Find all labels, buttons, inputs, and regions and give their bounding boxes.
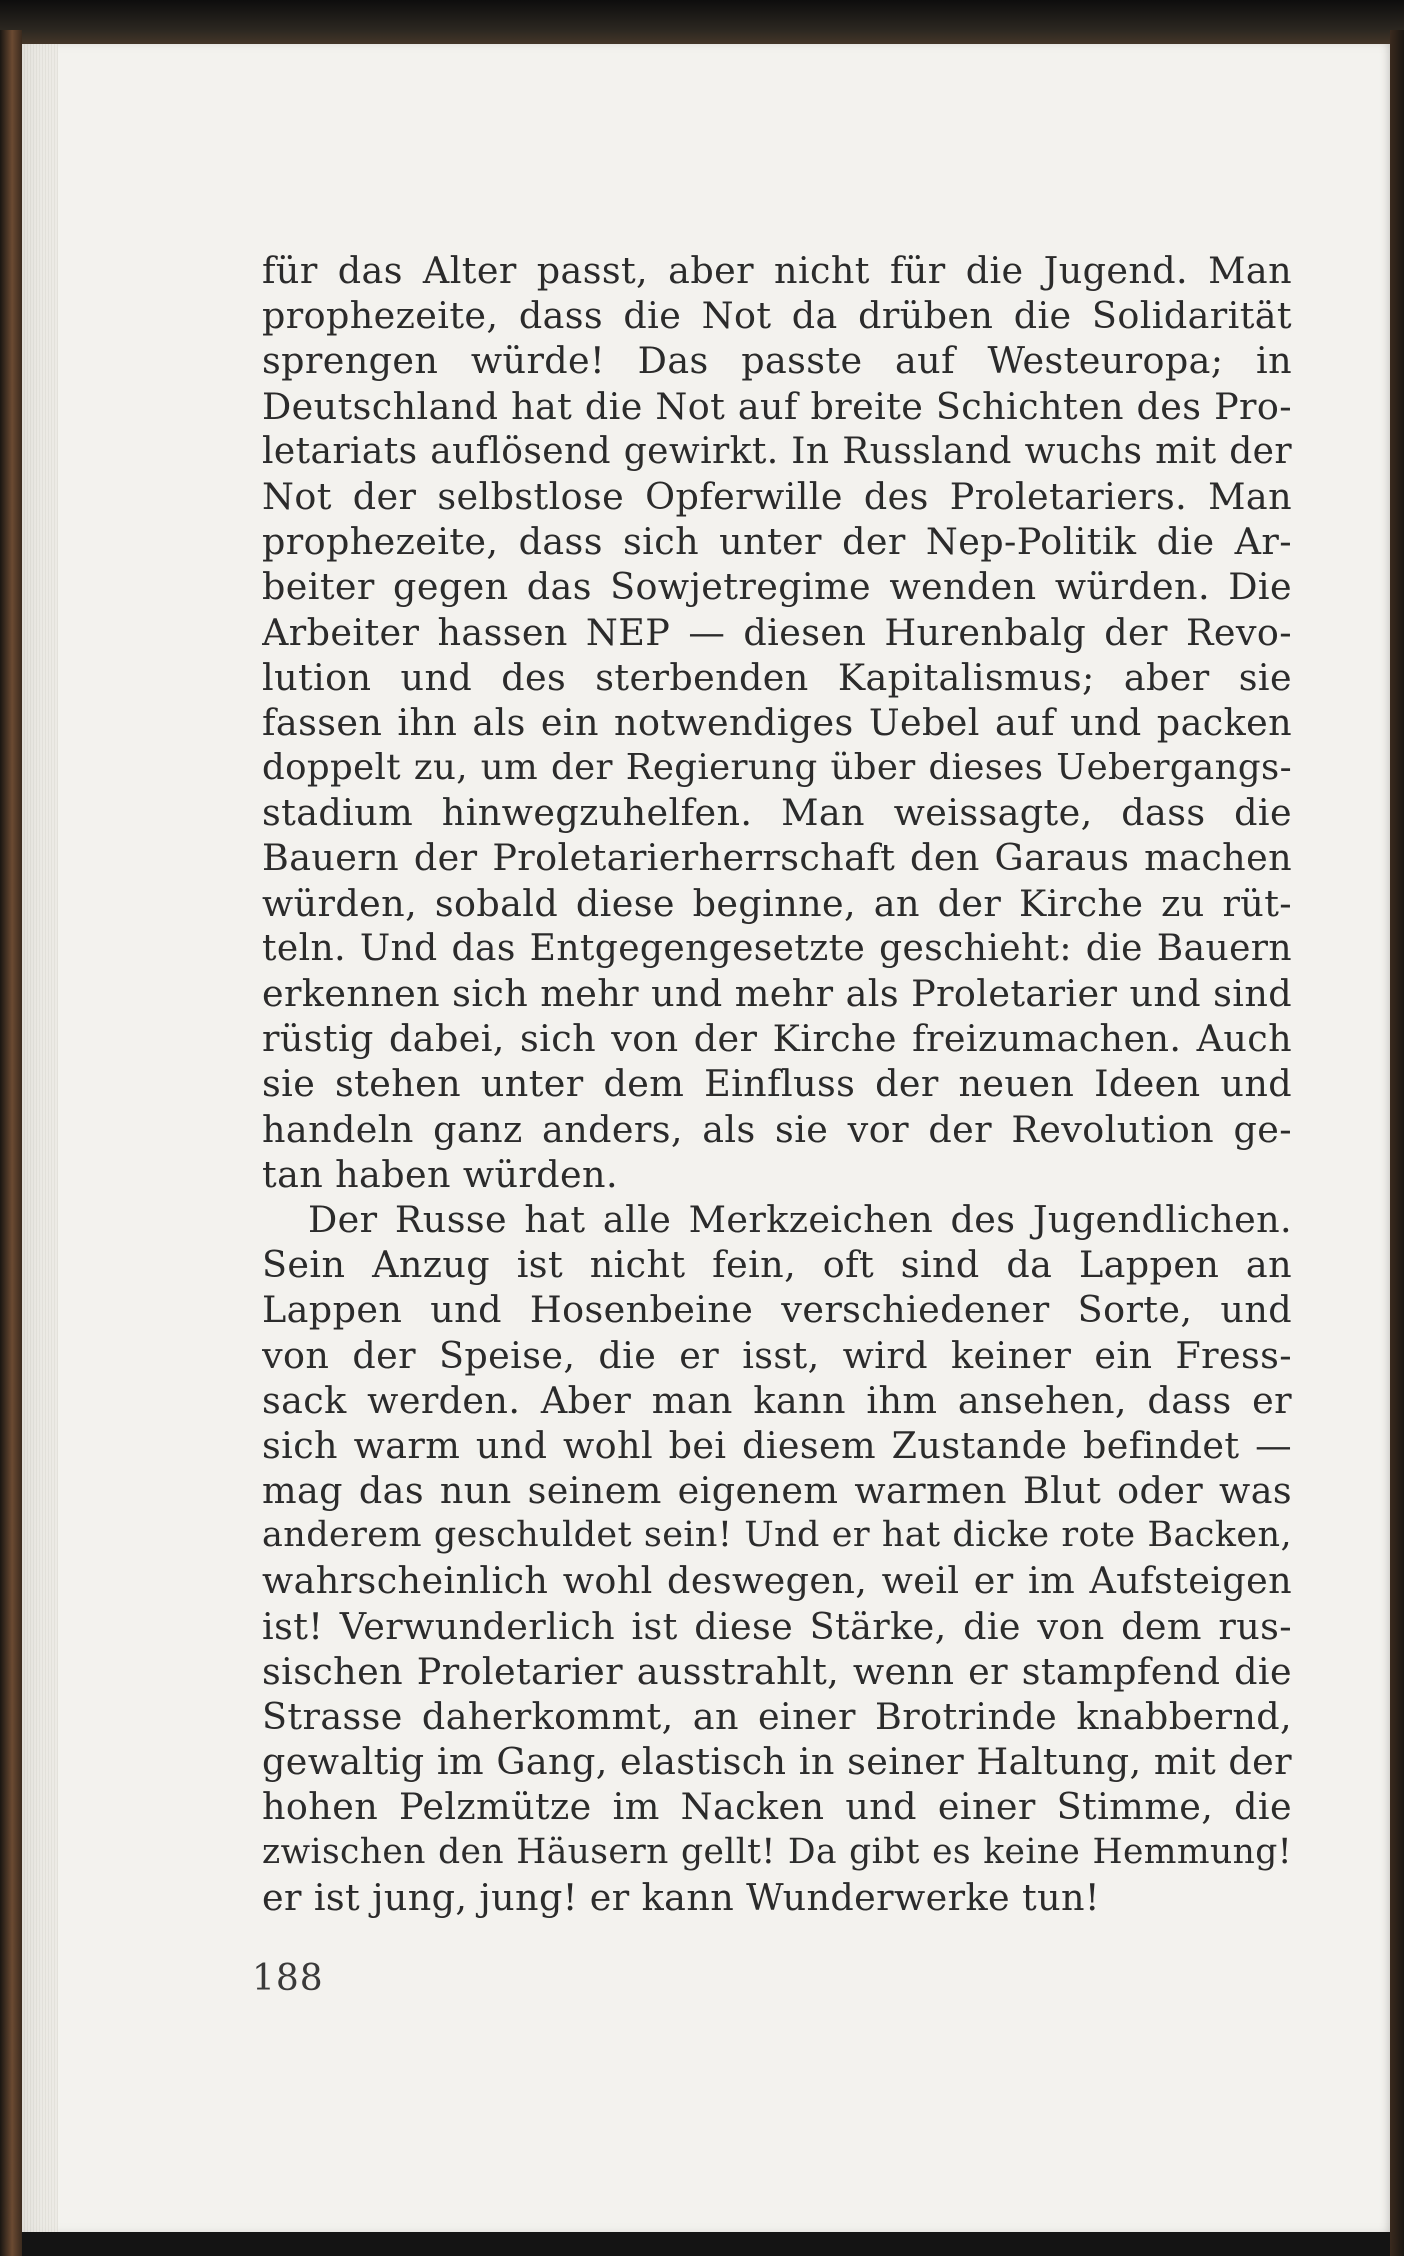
text-line: stadium hinwegzuhelfen. Man weissagte, dass die xyxy=(262,791,1292,835)
text-line: gewaltig im Gang, elastisch in seiner Haltung, mit der xyxy=(262,1740,1292,1784)
page-number: 188 xyxy=(252,1958,324,1999)
text-line: sack werden. Aber man kann ihm ansehen, dass er xyxy=(262,1378,1292,1422)
book-cover-left xyxy=(0,30,22,2256)
book-top-edge xyxy=(0,0,1404,48)
text-line: fassen ihn als ein notwendiges Uebel auf und packen xyxy=(262,700,1292,744)
text-line: Sein Anzug ist nicht fein, oft sind da Lappen an xyxy=(262,1243,1292,1287)
text-line: zwischen den Häusern gellt! Da gibt es keine Hemmung! xyxy=(262,1831,1292,1872)
text-line: lution und des sterbenden Kapitalismus; aber sie xyxy=(262,655,1292,699)
text-line: sprengen würde! Das passte auf Westeuropa; in xyxy=(262,339,1292,383)
text-line: prophezeite, dass die Not da drüben die Solidarität xyxy=(262,294,1292,338)
text-line: von der Speise, die er isst, wird keiner ein Fress- xyxy=(262,1333,1292,1377)
text-line: Not der selbstlose Opferwille des Proletariers. Man xyxy=(262,474,1292,518)
paragraph-end-line: tan haben würden. xyxy=(262,1152,618,1196)
text-line: wahrscheinlich wohl deswegen, weil er im Aufsteigen xyxy=(262,1559,1292,1603)
text-line: Strasse daherkommt, an einer Brotrinde knabbernd, xyxy=(262,1695,1292,1738)
text-line: mag das nun seinem eigenem warmen Blut oder was xyxy=(262,1469,1292,1513)
text-line: sie stehen unter dem Einfluss der neuen Ideen und xyxy=(262,1062,1292,1106)
text-line: doppelt zu, um der Regierung über dieses Uebergangs- xyxy=(262,747,1292,789)
book-cover-right xyxy=(1390,30,1404,2256)
text-line: prophezeite, dass sich unter der Nep-Politik die Ar- xyxy=(262,520,1292,564)
text-line: anderem geschuldet sein! Und er hat dicke rote Backen, xyxy=(262,1515,1292,1556)
body-text xyxy=(262,248,1292,1948)
text-line: letariats auflösend gewirkt. In Russland wuchs mit der xyxy=(262,430,1292,472)
text-line: hohen Pelzmütze im Nacken und einer Stimme, die xyxy=(262,1785,1292,1829)
text-line: Lappen und Hosenbeine verschiedener Sorte, und xyxy=(262,1288,1292,1332)
text-line: Deutschland hat die Not auf breite Schichten des Pro- xyxy=(262,384,1292,428)
paragraph-start-line: Der Russe hat alle Merkzeichen des Jugendlichen. xyxy=(308,1197,1292,1241)
text-line: für das Alter passt, aber nicht für die Jugend. Man xyxy=(262,249,1292,292)
text-line: würden, sobald diese beginne, an der Kirche zu rüt- xyxy=(262,881,1292,925)
page-stack-edge xyxy=(22,44,58,2232)
text-line: ist! Verwunderlich ist diese Stärke, die von dem rus- xyxy=(262,1604,1292,1648)
text-line: beiter gegen das Sowjetregime wenden würden. Die xyxy=(262,565,1292,609)
text-line: Arbeiter hassen NEP — diesen Hurenbalg der Revo- xyxy=(262,610,1292,654)
text-line: sischen Proletarier ausstrahlt, wenn er stampfend die xyxy=(262,1649,1292,1693)
text-line: rüstig dabei, sich von der Kirche freizumachen. Auch xyxy=(262,1017,1292,1061)
text-line: Bauern der Proletarierherrschaft den Garaus machen xyxy=(262,836,1292,880)
text-line: erkennen sich mehr und mehr als Proletarier und sind xyxy=(262,972,1292,1015)
text-line: teln. Und das Entgegengesetzte geschieht: die Bauern xyxy=(262,927,1292,969)
text-line: handeln ganz anders, als sie vor der Revolution ge- xyxy=(262,1107,1292,1151)
text-line: sich warm und wohl bei diesem Zustande befindet — xyxy=(262,1423,1292,1467)
paragraph-end-line: er ist jung, jung! er kann Wunderwerke tun! xyxy=(262,1875,1100,1919)
